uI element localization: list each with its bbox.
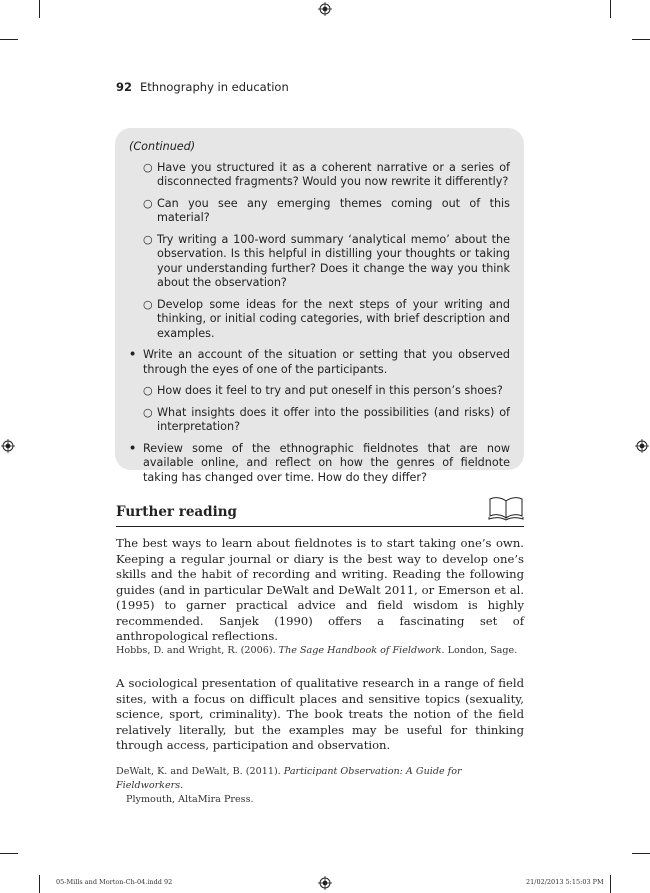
bullet-icon: •	[129, 348, 137, 361]
page-number: 92	[116, 80, 133, 94]
crop-mark	[632, 39, 650, 40]
reference-annotation: A sociological presentation of qualitative research in a range of field sites, with a focus on difficult places and sensitive topics (sexuality, science, sport, criminality). The book treats the notion of the field relatively literally, but the examples may be useful for thinking through access, participation and observation.	[116, 676, 524, 752]
crop-mark	[632, 853, 650, 854]
list-item: • Review some of the ethnographic fieldnotes that are now available online, and reflect on how the genres of fieldnote taking has changed over time. How do they differ?	[129, 441, 510, 484]
list-item: ○ Can you see any emerging themes coming out of this material?	[143, 196, 510, 224]
continued-label: (Continued)	[129, 140, 196, 153]
list-item: ○ Develop some ideas for the next steps of your writing and thinking, or initial coding categories, with brief description and examples.	[143, 297, 510, 340]
chapter-title: Ethnography in education	[140, 80, 289, 94]
crop-mark	[0, 39, 18, 40]
circle-bullet-icon: ○	[143, 384, 153, 397]
registration-mark-icon	[318, 2, 332, 16]
crop-mark	[610, 0, 611, 18]
further-reading-heading	[116, 502, 524, 527]
registration-mark-icon	[635, 439, 649, 453]
crop-mark	[39, 875, 40, 893]
running-head	[116, 80, 289, 94]
list-item: ○ How does it feel to try and put oneself in this person’s shoes?	[143, 384, 503, 397]
open-book-icon	[488, 494, 524, 522]
slug-left: 05-Mills and Morton-Ch-04.indd 92	[56, 878, 173, 886]
circle-bullet-icon: ○	[143, 405, 153, 419]
list-item: • Write an account of the situation or setting that you observed through the eyes of one of the participants.	[129, 348, 510, 376]
crop-mark	[0, 853, 18, 854]
crop-mark	[39, 0, 40, 18]
intro-paragraph: The best ways to learn about fieldnotes is to start taking one’s own. Keeping a regular journal or diary is the best way to develop one’s skills and the habit of recording and writing. Reading the following guides (and in particular DeWalt and DeWalt 2011, or Emerson et al. (1995) to garner practical advice and field wisdom is highly recommended. Sanjek (1990) offers a fascinating set of anthropological reflections.	[116, 536, 524, 643]
slug-right: 21/02/2013 5:15:03 PM	[526, 878, 604, 886]
reference-dewalt: DeWalt, K. and DeWalt, B. (2011). Participant Observation: A Guide for Fieldworkers. Plymouth, AltaMira Press.	[116, 766, 462, 805]
circle-bullet-icon: ○	[143, 160, 153, 174]
registration-mark-icon	[1, 439, 15, 453]
circle-bullet-icon: ○	[143, 196, 153, 210]
bullet-icon: •	[129, 441, 137, 455]
circle-bullet-icon: ○	[143, 232, 153, 246]
reference-hobbs: Hobbs, D. and Wright, R. (2006). The Sage Handbook of Fieldwork. London, Sage.	[116, 645, 518, 656]
list-item: ○ What insights does it offer into the possibilities (and risks) of interpretation?	[143, 405, 510, 433]
registration-mark-icon	[318, 876, 332, 890]
crop-mark	[610, 875, 611, 893]
question-list	[129, 161, 510, 486]
section-title: Further reading	[116, 504, 237, 520]
circle-bullet-icon: ○	[143, 297, 153, 311]
list-item: ○ Have you structured it as a coherent narrative or a series of disconnected fragments? Would you now rewrite it differently?	[143, 160, 510, 188]
list-item: ○ Try writing a 100-word summary ‘analytical memo’ about the observation. Is this helpful in distilling your thoughts or taking your understanding further? Does it change the way you think about the observation?	[143, 232, 510, 289]
activity-box	[115, 128, 524, 484]
